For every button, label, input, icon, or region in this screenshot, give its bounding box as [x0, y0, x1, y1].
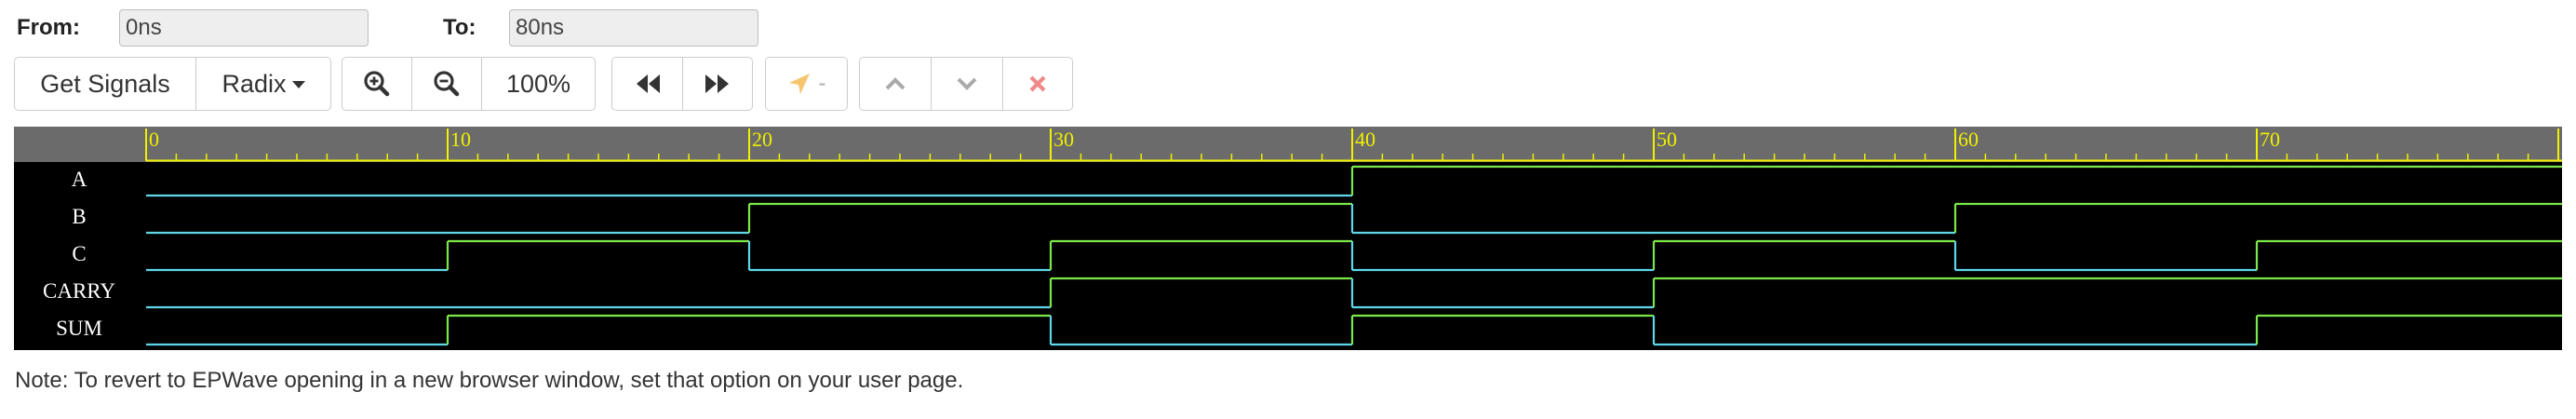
marker-label: - — [818, 71, 826, 96]
signal-row-carry[interactable] — [43, 278, 2562, 307]
get-signals-button[interactable]: Get Signals — [14, 57, 196, 111]
chevron-down-icon — [955, 74, 979, 93]
marker-button[interactable] — [765, 57, 848, 111]
ruler-label: 60 — [1958, 128, 1979, 151]
to-label: To: — [443, 15, 476, 40]
location-arrow-icon — [787, 72, 812, 96]
ruler-label: 20 — [752, 128, 772, 151]
signal-name[interactable]: A — [71, 168, 87, 191]
ruler-label: 30 — [1053, 128, 1074, 151]
signal-row-a[interactable] — [72, 167, 2562, 196]
next-edge-button[interactable] — [682, 57, 753, 111]
signal-row-c[interactable] — [72, 241, 2562, 270]
signal-row-b[interactable] — [72, 204, 2562, 233]
backward-icon — [634, 73, 662, 95]
ruler-label: 0 — [149, 128, 159, 151]
note-text: Note: To revert to EPWave opening in a new browser window, set that option on your user page. — [15, 368, 964, 393]
move-up-button[interactable] — [859, 57, 932, 111]
from-input[interactable] — [119, 9, 369, 47]
forward-icon — [704, 73, 731, 95]
previous-edge-button[interactable] — [611, 57, 683, 111]
navigation-group — [611, 57, 753, 111]
waveform-viewer[interactable] — [14, 127, 2562, 350]
radix-button[interactable] — [195, 57, 331, 111]
signal-name[interactable]: SUM — [56, 317, 102, 340]
ruler-label: 50 — [1657, 128, 1677, 151]
zoom-level-button[interactable]: 100% — [481, 57, 596, 111]
time-ruler[interactable] — [14, 127, 2562, 162]
zoom-in-icon — [363, 70, 391, 98]
toolbar — [0, 57, 1117, 113]
zoom-out-icon — [433, 70, 461, 98]
ruler-label: 10 — [450, 128, 471, 151]
signal-order-group — [859, 57, 1073, 111]
marker-group — [765, 57, 848, 111]
move-down-button[interactable] — [931, 57, 1003, 111]
caret-down-icon — [292, 81, 305, 88]
signal-name[interactable]: B — [72, 205, 87, 228]
signal-name[interactable]: CARRY — [43, 279, 115, 303]
zoom-in-button[interactable] — [342, 57, 412, 111]
time-range-row — [17, 9, 947, 50]
from-label: From: — [17, 15, 80, 40]
signals-group — [14, 57, 331, 111]
waveform-canvas[interactable] — [14, 127, 2562, 350]
zoom-out-button[interactable] — [411, 57, 482, 111]
zoom-group — [342, 57, 596, 111]
signal-row-sum[interactable] — [56, 316, 2562, 345]
signal-name[interactable]: C — [72, 242, 87, 265]
to-input[interactable] — [509, 9, 758, 47]
chevron-up-icon — [883, 74, 907, 93]
close-icon — [1027, 74, 1048, 94]
ruler-label: 40 — [1355, 128, 1375, 151]
radix-label: Radix — [221, 69, 287, 98]
remove-signal-button[interactable] — [1002, 57, 1073, 111]
ruler-label: 70 — [2260, 128, 2280, 151]
